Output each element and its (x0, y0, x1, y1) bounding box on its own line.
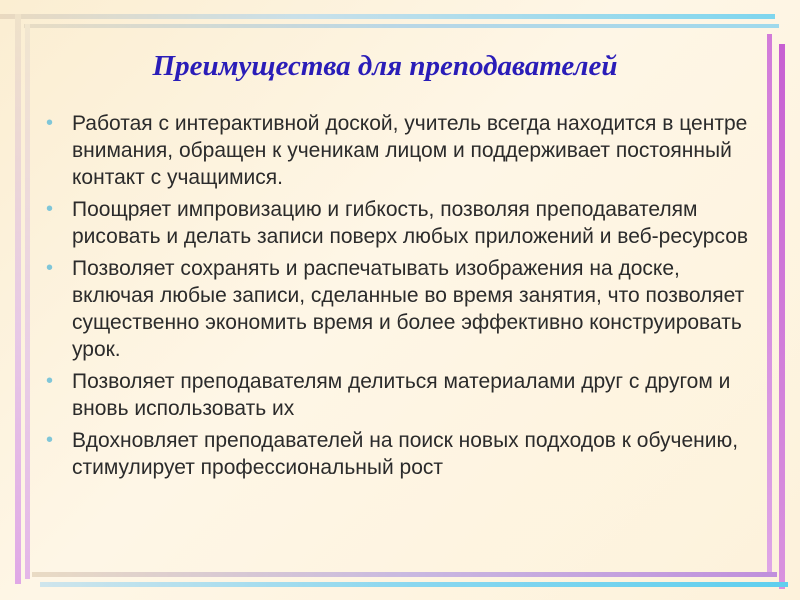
list-item-text: Вдохновляет преподавателей на поиск новых подходов к обучению, стимулирует профессиональный рост (72, 429, 739, 479)
frame-line-left-inner (25, 24, 30, 579)
bullet-icon: • (46, 370, 54, 392)
list-item (44, 368, 754, 422)
list-item-text: Поощряет импровизацию и гибкость, позволяя преподавателям рисовать и делать записи поверх любых приложений и веб-ресурсов (72, 198, 749, 248)
slide-title-text: Преимущества для преподавателей (152, 50, 618, 82)
bullet-icon: • (46, 429, 54, 451)
bullet-icon: • (46, 198, 54, 220)
frame-line-right-inner (767, 34, 772, 574)
frame-line-top-inner (24, 24, 779, 28)
list-item (44, 255, 754, 363)
frame-line-left-outer (15, 14, 21, 584)
bullet-list (44, 110, 754, 486)
frame-line-right-outer (779, 44, 785, 589)
list-item (44, 196, 754, 250)
list-item-text: Работая с интерактивной доской, учитель всегда находится в центре внимания, обращен к ученикам лицом и поддерживает постоянный контакт с учащимися. (72, 112, 748, 189)
list-item (44, 110, 754, 191)
frame-line-bottom-inner (32, 572, 777, 577)
frame-line-bottom-outer (40, 582, 788, 587)
frame-line-top-outer (0, 14, 775, 19)
slide-title (0, 50, 800, 83)
list-item-text: Позволяет преподавателям делиться материалами друг с другом и вновь использовать их (72, 370, 731, 420)
list-item-text: Позволяет сохранять и распечатывать изображения на доске, включая любые записи, сделанные во время занятия, что позволяет существенно экономить время и более эффективно конструировать урок. (72, 257, 745, 361)
list-item (44, 427, 754, 481)
bullet-icon: • (46, 257, 54, 279)
bullet-icon: • (46, 112, 54, 134)
